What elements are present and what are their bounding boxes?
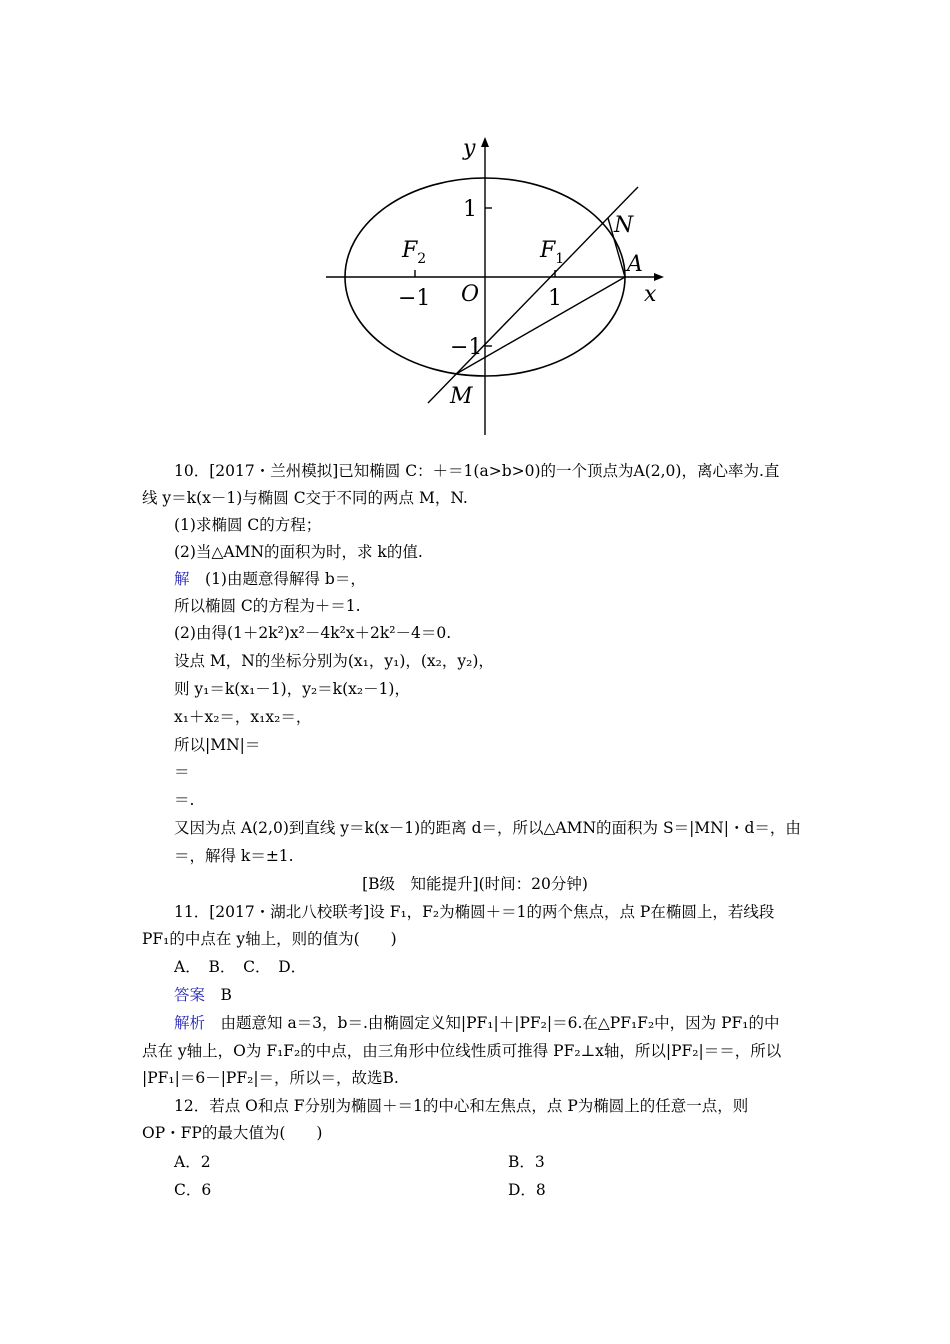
text-line [0,542,950,562]
text-line [0,762,950,782]
label-minus-one-x: −1 [398,286,431,311]
text-segment: (2)由得(1＋2k²)x²－4k²x＋2k²－4＝0. [174,624,452,642]
text-line [0,623,950,643]
option-c: C．6 [174,1181,212,1199]
text-segment: 所以|MN|＝ [174,736,261,754]
text-segment: 由题意知 a＝3，b＝.由椭圆定义知|PF₁|＋|PF₂|＝6.在△PF₁F₂中，因为 PF₁的中 [205,1014,780,1032]
label-origin: O [461,282,480,307]
text-line [0,515,950,535]
text-line [0,1013,950,1033]
text-segment: 10．[2017・兰州模拟]已知椭圆 C：＋＝1(a>b>0)的一个顶点为A(2,0)，离心率为.直 [174,462,780,480]
section-marker: 答案 [174,986,206,1004]
text-line [0,957,950,977]
text-line [0,569,950,589]
text-segment: [B级 知能提升](时间：20分钟) [362,875,588,893]
x-axis-arrow [654,273,664,281]
ellipse-figure [308,125,674,443]
text-segment: A． B． C． D． [174,958,307,976]
text-line [0,651,950,671]
option-d: D．8 [508,1181,546,1199]
y-axis-arrow [481,137,489,147]
text-segment: 点在 y轴上，O为 F₁F₂的中点，由三角形中位线性质可推得 PF₂⊥x轴，所以|PF₂|＝＝，所以 [142,1042,782,1060]
text-line [0,1041,950,1061]
section-marker: 解析 [174,1014,206,1032]
text-segment: OP・FP的最大值为( ) [142,1124,323,1142]
label-f1: $F_1$ [540,238,565,267]
label-a: A [627,252,643,277]
text-segment: ＝ [174,763,190,781]
text-segment: 12．若点 O和点 F分别为椭圆＋＝1的中心和左焦点，点 P为椭圆上的任意一点，则 [174,1097,749,1115]
option-b: B．3 [508,1153,545,1171]
text-segment: (2)当△AMN的面积为时，求 k的值. [174,543,423,561]
text-segment: x₁＋x₂＝，x₁x₂＝， [174,708,312,726]
text-line [0,488,950,508]
text-segment: |PF₁|＝6－|PF₂|＝，所以＝，故选B. [142,1069,399,1087]
text-segment: 11．[2017・湖北八校联考]设 F₁，F₂为椭圆＋＝1的两个焦点，点 P在椭圆上，若线段 [174,903,775,921]
text-segment: 设点 M，N的坐标分别为(x₁，y₁)，(x₂，y₂)， [174,652,494,670]
text-line [0,707,950,727]
label-n: N [614,213,634,238]
text-segment: PF₁的中点在 y轴上，则的值为( ) [142,930,397,948]
label-x: x [644,282,657,307]
label-one-x: 1 [548,286,562,311]
text-line [0,461,950,481]
option-a: A．2 [174,1153,211,1171]
text-line [0,846,950,866]
text-line [0,985,950,1005]
text-line [0,679,950,699]
text-line [0,902,950,922]
section-marker: 解 [174,570,190,588]
text-line [0,929,950,949]
text-line [0,790,950,810]
text-line [0,735,950,755]
text-segment: (1)求椭圆 C的方程； [174,516,322,534]
text-line [0,1123,950,1143]
text-line [0,1096,950,1116]
text-segment: ＝，解得 k＝±1. [174,847,294,865]
label-m: M [450,384,473,409]
text-line [0,596,950,616]
text-segment: (1)由题意得解得 b＝， [189,570,366,588]
text-segment: 所以椭圆 C的方程为＋＝1. [174,597,361,615]
text-segment: 则 y₁＝k(x₁－1)，y₂＝k(x₂－1)， [174,680,410,698]
text-line [0,874,950,894]
text-segment: ＝. [174,791,195,809]
label-minus-one-y: −1 [450,335,483,360]
text-segment: 又因为点 A(2,0)到直线 y＝k(x－1)的距离 d＝，所以△AMN的面积为 S＝|MN|・d＝，由 [174,819,801,837]
text-line [0,818,950,838]
label-y: y [463,136,476,161]
text-segment: 线 y＝k(x－1)与椭圆 C交于不同的两点 M，N. [142,489,468,507]
text-segment: B [205,986,232,1004]
label-f2: $F_2$ [402,238,427,267]
label-one-y: 1 [463,197,477,222]
text-line [0,1068,950,1088]
